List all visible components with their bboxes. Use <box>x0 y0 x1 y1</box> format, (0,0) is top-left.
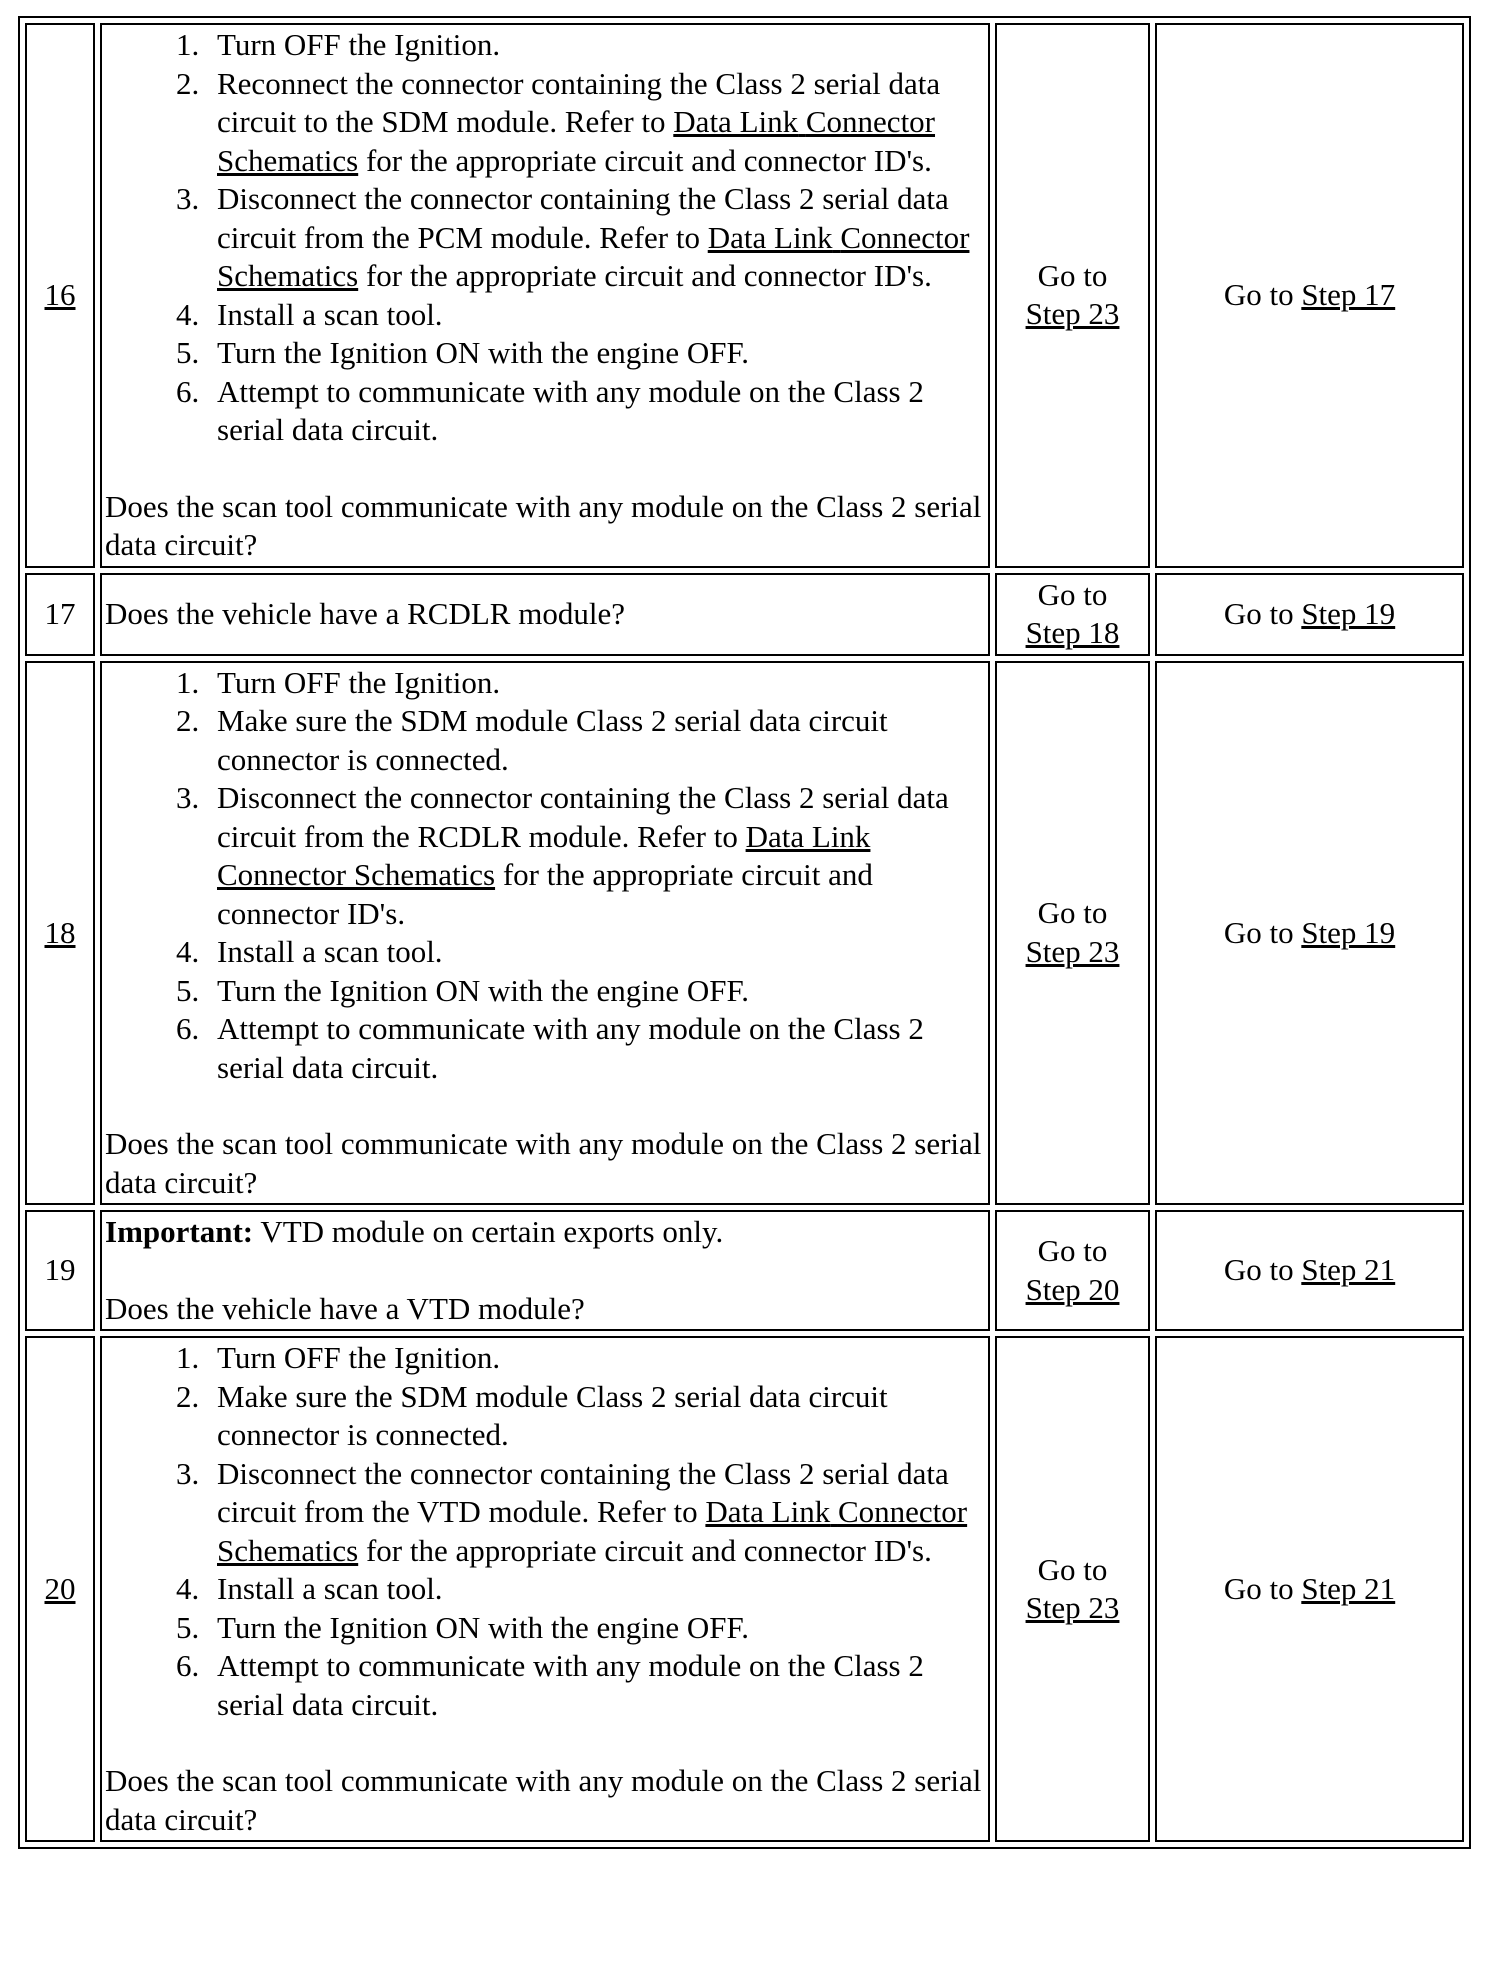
action-cell <box>100 1336 990 1842</box>
list-item: 6. Attempt to communicate with any module on the Class 2 serial data circuit. <box>207 1647 985 1724</box>
list-item: 5. Turn the Ignition ON with the engine OFF. <box>207 1609 985 1648</box>
list-item: 4. Install a scan tool. <box>207 933 985 972</box>
step-link-16[interactable]: 16 <box>44 277 76 312</box>
important-note <box>105 1213 985 1252</box>
no-prefix: Go to <box>1223 277 1294 312</box>
step-number-cell <box>25 573 95 656</box>
no-prefix: Go to <box>1223 1252 1294 1288</box>
no-step-link[interactable]: Step 21 <box>1301 1252 1396 1288</box>
list-item: 1. Turn OFF the Ignition. <box>207 1339 985 1378</box>
step-number-cell <box>25 661 95 1206</box>
yes-prefix: Go to <box>1037 895 1108 931</box>
table-row <box>25 1336 1464 1842</box>
step-number-cell <box>25 1336 95 1842</box>
step-link-20[interactable]: 20 <box>44 1570 76 1606</box>
list-item: 1. Turn OFF the Ignition. <box>207 664 985 703</box>
list-item: 2. Make sure the SDM module Class 2 serial data circuit connector is connected. <box>207 1378 985 1455</box>
no-prefix: Go to <box>1223 595 1294 631</box>
question-text: Does the scan tool communicate with any module on the Class 2 serial data circuit? <box>105 1763 982 1837</box>
no-cell <box>1155 1210 1464 1331</box>
step-list <box>105 1339 985 1724</box>
table-row <box>25 1210 1464 1331</box>
yes-prefix: Go to <box>1037 1233 1108 1268</box>
yes-cell <box>995 1336 1150 1842</box>
no-cell <box>1155 573 1464 656</box>
list-item: 4. Install a scan tool. <box>207 1570 985 1609</box>
schematics-link[interactable]: Data Link Connector Schematics <box>217 818 871 892</box>
yes-step-link[interactable]: Step 18 <box>1025 615 1120 650</box>
list-item: 3. Disconnect the connector containing the Class 2 serial data circuit from the PCM module. Refer to Data Link Connector Schematics for the appropriate circuit and connector ID's. <box>207 180 985 296</box>
action-cell <box>100 661 990 1206</box>
list-item: 2. Make sure the SDM module Class 2 serial data circuit connector is connected. <box>207 702 985 779</box>
no-step-link[interactable]: Step 19 <box>1301 914 1396 950</box>
list-item: 3. Disconnect the connector containing the Class 2 serial data circuit from the VTD module. Refer to Data Link Connector Schematics for the appropriate circuit and connector ID's. <box>207 1455 985 1571</box>
diagnostic-table <box>18 16 1471 1849</box>
step-link-18[interactable]: 18 <box>44 914 76 950</box>
step-list <box>105 664 985 1088</box>
question-text: Does the vehicle have a RCDLR module? <box>105 595 625 631</box>
action-cell <box>100 573 990 656</box>
yes-cell <box>995 661 1150 1206</box>
no-step-link[interactable]: Step 17 <box>1301 277 1396 312</box>
action-cell <box>100 23 990 568</box>
table-row <box>25 573 1464 656</box>
question-text: Does the scan tool communicate with any module on the Class 2 serial data circuit? <box>105 1126 982 1200</box>
no-cell <box>1155 1336 1464 1842</box>
list-item: 4. Install a scan tool. <box>207 296 985 335</box>
table-row <box>25 23 1464 568</box>
schematics-link[interactable]: Data Link Connector Schematics <box>217 104 936 178</box>
no-step-link[interactable]: Step 21 <box>1301 1570 1396 1606</box>
step-number-17: 17 <box>44 595 76 631</box>
yes-step-link[interactable]: Step 20 <box>1025 1271 1120 1307</box>
action-cell <box>100 1210 990 1331</box>
question-text: Does the scan tool communicate with any module on the Class 2 serial data circuit? <box>105 488 982 562</box>
no-step-link[interactable]: Step 19 <box>1301 595 1396 631</box>
yes-step-link[interactable]: Step 23 <box>1025 1590 1120 1625</box>
step-number-19: 19 <box>44 1252 76 1288</box>
list-item: 3. Disconnect the connector containing the Class 2 serial data circuit from the RCDLR module. Refer to Data Link Connector Schematics for the appropriate circuit and connector ID's. <box>207 779 985 933</box>
list-item: 2. Reconnect the connector containing the Class 2 serial data circuit to the SDM module. Refer to Data Link Connector Schematics for the appropriate circuit and connector ID's. <box>207 65 985 181</box>
yes-prefix: Go to <box>1037 1551 1108 1587</box>
yes-cell <box>995 1210 1150 1331</box>
no-cell <box>1155 661 1464 1206</box>
yes-cell <box>995 573 1150 656</box>
list-item: 5. Turn the Ignition ON with the engine OFF. <box>207 334 985 373</box>
important-text: VTD module on certain exports only. <box>260 1214 724 1249</box>
schematics-link[interactable]: Data Link Connector Schematics <box>217 1494 968 1568</box>
question-text: Does the vehicle have a VTD module? <box>105 1290 585 1326</box>
step-number-cell <box>25 1210 95 1331</box>
yes-step-link[interactable]: Step 23 <box>1025 933 1120 969</box>
yes-cell <box>995 23 1150 568</box>
list-item: 6. Attempt to communicate with any module on the Class 2 serial data circuit. <box>207 1010 985 1087</box>
yes-prefix: Go to <box>1037 257 1108 293</box>
table-row <box>25 661 1464 1206</box>
yes-step-link[interactable]: Step 23 <box>1025 296 1120 332</box>
list-item: 1. Turn OFF the Ignition. <box>207 26 985 65</box>
list-item: 6. Attempt to communicate with any module on the Class 2 serial data circuit. <box>207 373 985 450</box>
list-item: 5. Turn the Ignition ON with the engine OFF. <box>207 972 985 1011</box>
no-prefix: Go to <box>1223 914 1294 950</box>
yes-prefix: Go to <box>1037 576 1108 612</box>
schematics-link[interactable]: Data Link Connector Schematics <box>217 219 970 293</box>
no-prefix: Go to <box>1223 1570 1294 1606</box>
step-list <box>105 26 985 450</box>
step-number-cell <box>25 23 95 568</box>
important-label: Important: <box>105 1214 254 1249</box>
no-cell <box>1155 23 1464 568</box>
